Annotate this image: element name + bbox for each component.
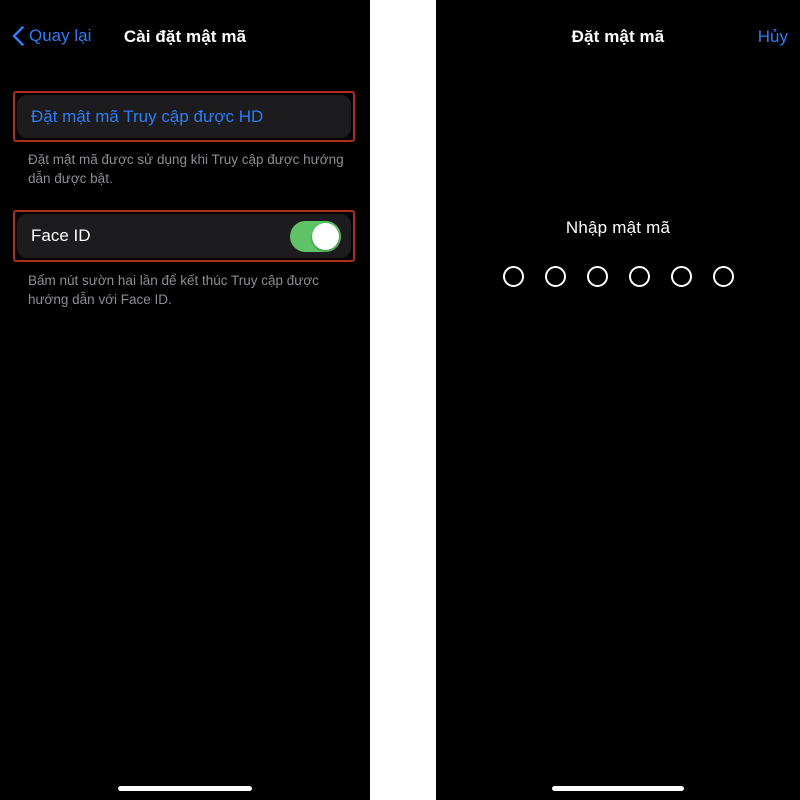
screenshot-divider — [370, 0, 436, 800]
passcode-dot — [545, 266, 566, 287]
passcode-dot — [587, 266, 608, 287]
set-passcode-button[interactable]: Đặt mật mã Truy cập được HD — [17, 95, 351, 138]
left-page-title: Cài đặt mật mã — [123, 27, 247, 46]
home-indicator[interactable] — [552, 786, 684, 791]
passcode-description: Đặt mật mã được sử dụng khi Truy cập được hướng dẫn được bật. — [28, 152, 344, 186]
annotation-highlight-passcode-button — [13, 91, 355, 142]
passcode-dot — [713, 266, 734, 287]
set-passcode-screen — [436, 0, 800, 800]
face-id-row — [17, 214, 351, 258]
face-id-description: Bấm nút sườn hai lần để kết thúc Truy cập được hướng dẫn với Face ID. — [28, 273, 319, 307]
passcode-dot — [671, 266, 692, 287]
passcode-settings-screen — [0, 0, 370, 800]
home-indicator[interactable] — [118, 786, 252, 791]
right-page-title: Đặt mật mã — [571, 27, 665, 46]
passcode-dot — [503, 266, 524, 287]
passcode-dot — [629, 266, 650, 287]
toggle-knob — [312, 223, 339, 250]
face-id-label: Face ID — [31, 226, 91, 245]
enter-passcode-prompt: Nhập mật mã — [565, 218, 671, 237]
annotation-highlight-face-id-row — [13, 210, 355, 262]
right-nav-bar — [436, 0, 800, 58]
cancel-button[interactable]: Hủy — [757, 27, 788, 46]
face-id-toggle[interactable] — [290, 221, 341, 252]
left-nav-bar — [0, 0, 370, 58]
back-button-label: Quay lại — [29, 26, 92, 45]
passcode-dots[interactable] — [436, 266, 800, 287]
